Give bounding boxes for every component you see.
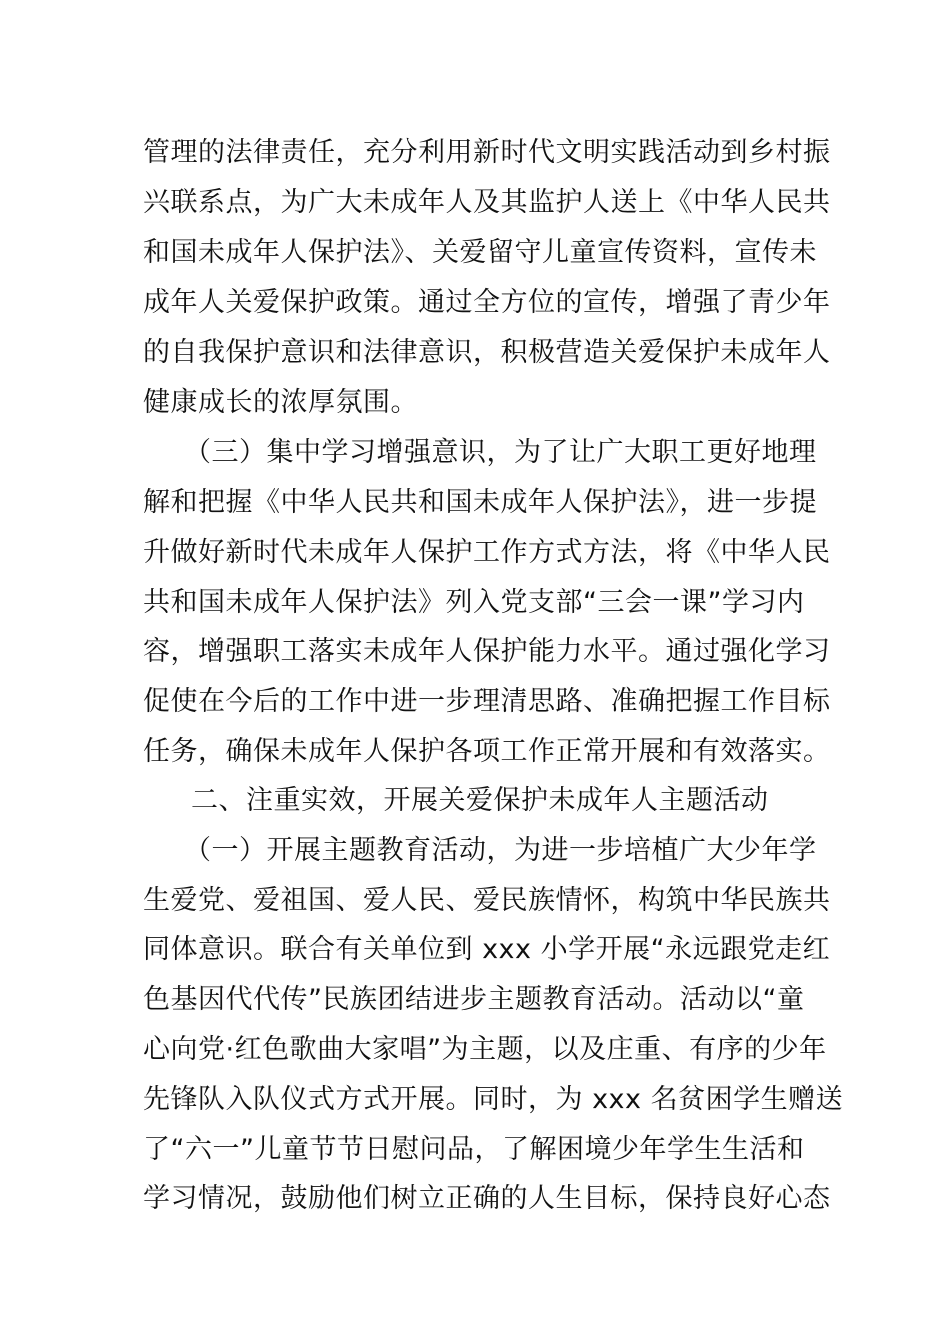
section-heading-line: （三）集中学习增强意识，为了让广大职工更好地理: [184, 437, 817, 468]
section-heading-line: （一）开展主题教育活动，为进一步培植广大少年学: [184, 835, 817, 866]
body-text-line: 了“六一”儿童节节日慰问品，了解困境少年学生生活和: [143, 1134, 805, 1165]
body-text-line: 管理的法律责任，充分利用新时代文明实践活动到乡村振: [143, 137, 831, 168]
body-text-line: 色基因代代传”民族团结进步主题教育活动。活动以“童: [143, 984, 805, 1015]
body-text-line: 生爱党、爱祖国、爱人民、爱民族情怀，构筑中华民族共: [143, 885, 831, 916]
body-text-line: 共和国未成年人保护法》列入党支部“三会一课”学习内: [143, 587, 805, 618]
body-text-line: 成年人关爱保护政策。通过全方位的宣传，增强了青少年: [143, 287, 831, 318]
body-text-line: 任务，确保未成年人保护各项工作正常开展和有效落实。: [143, 736, 831, 767]
body-text-line: 容，增强职工落实未成年人保护能力水平。通过强化学习: [143, 636, 831, 667]
body-text-line: 先锋队入队仪式方式开展。同时，为 xxx 名贫困学生赠送: [143, 1084, 844, 1115]
body-text-line: 解和把握《中华人民共和国未成年人保护法》，进一步提: [143, 487, 817, 518]
body-text-line: 同体意识。联合有关单位到 xxx 小学开展“永远跟党走红: [143, 934, 831, 965]
body-text-line: 和国未成年人保护法》、关爱留守儿童宣传资料，宣传未: [143, 237, 817, 268]
body-text-line: 升做好新时代未成年人保护工作方式方法，将《中华人民: [143, 537, 831, 568]
body-text-line: 的自我保护意识和法律意识，积极营造关爱保护未成年人: [143, 337, 831, 368]
body-text-line: 促使在今后的工作中进一步理清思路、准确把握工作目标: [143, 686, 831, 717]
body-text-line: 兴联系点，为广大未成年人及其监护人送上《中华人民共: [143, 187, 831, 218]
body-text-line: 学习情况，鼓励他们树立正确的人生目标，保持良好心态: [143, 1183, 831, 1214]
chapter-heading-line: 二、注重实效，开展关爱保护未成年人主题活动: [191, 785, 769, 816]
body-text-line: 健康成长的浓厚氛围。: [143, 387, 418, 418]
body-text-line: 心向党·红色歌曲大家唱”为主题，以及庄重、有序的少年: [143, 1034, 827, 1065]
